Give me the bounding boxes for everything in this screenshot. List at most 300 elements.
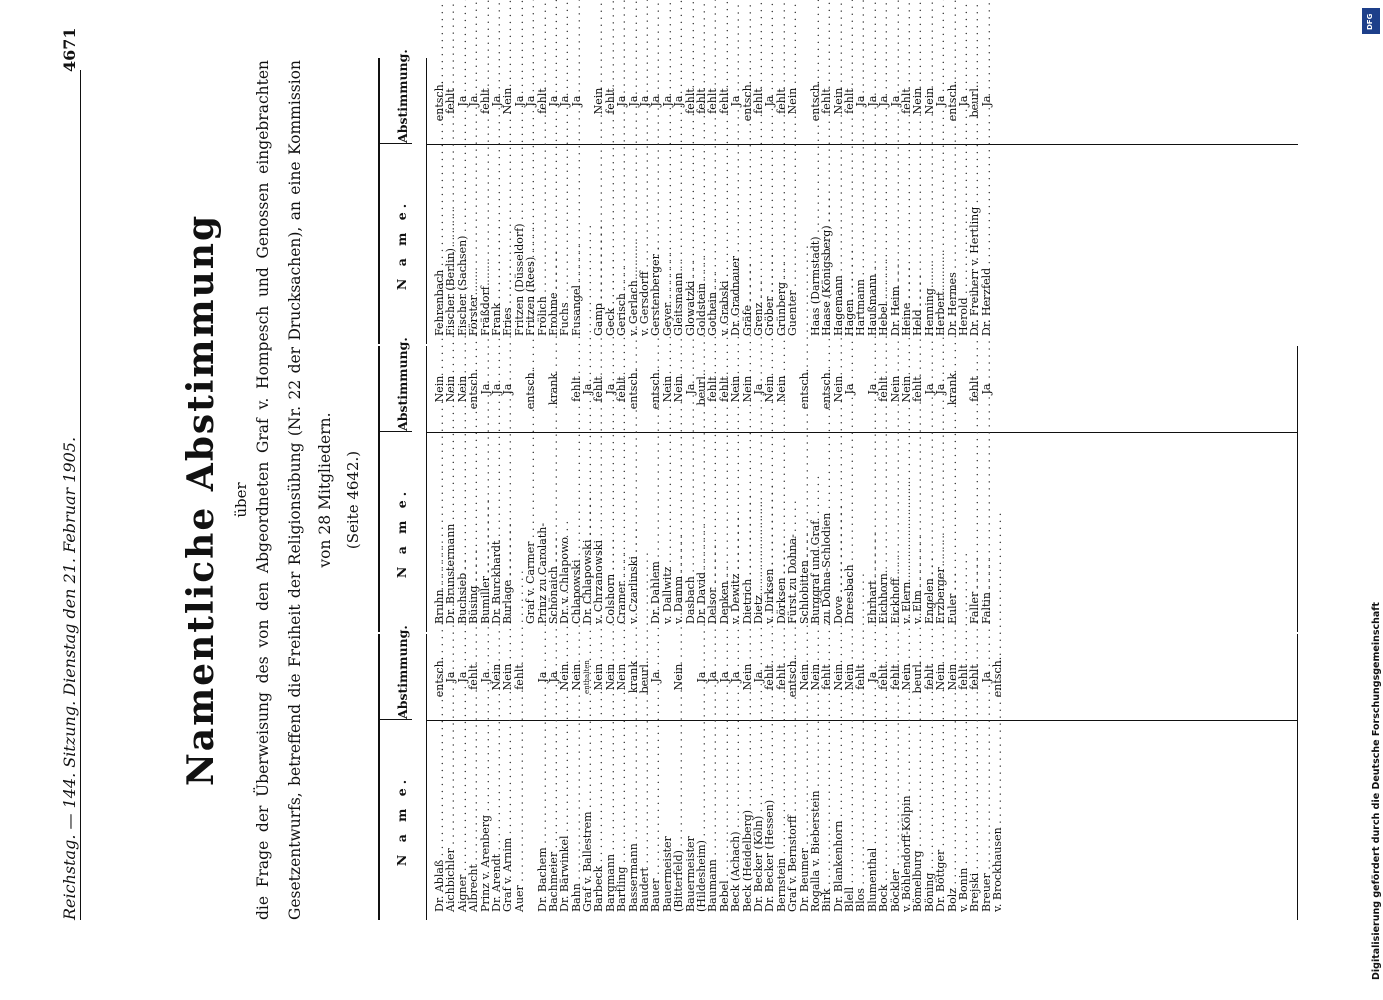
vote-header: Abstimmung.	[380, 345, 412, 432]
member-name: Burlage . . .	[502, 438, 513, 624]
member-name: Dr. Hermes . . .	[947, 150, 958, 336]
vote-value: beurl.	[968, 84, 982, 118]
table-row	[935, 634, 946, 920]
vote-value: Ja	[683, 383, 697, 395]
member-name: Geck . . .	[605, 150, 616, 336]
table-row	[559, 58, 570, 344]
vote-value: fehlt	[968, 664, 982, 690]
vote-value: fehlt	[615, 376, 629, 402]
vote-value: Nein	[558, 663, 572, 691]
member-name: Dr. Chlapowski . . .	[582, 438, 593, 624]
member-name: Heine . . .	[901, 150, 912, 336]
table-row	[764, 346, 775, 632]
member-name: Fries . . .	[502, 150, 513, 336]
member-name: Gerisch . . .	[616, 150, 627, 336]
table-row	[673, 634, 684, 920]
member-name: Haußmann . . .	[867, 150, 878, 336]
member-name: Fusangel . . .	[571, 150, 582, 336]
vote-value: entsch.	[433, 656, 446, 698]
running-header: Reichstag. — 144. Sitzung. Dienstag den 21. Februar 1905.	[60, 436, 79, 920]
vote-value: fehlt	[706, 376, 720, 402]
member-name: (Bitterfeld) . . .	[673, 726, 684, 912]
vote-value: Nein	[603, 663, 617, 691]
vote-value: Ja	[854, 95, 868, 107]
vote-value: fehlt	[877, 664, 891, 690]
dfg-logo-text: DFG	[1366, 13, 1374, 30]
vote-value: Nein	[900, 375, 914, 403]
vote-value: Nein	[831, 87, 845, 115]
table-row	[730, 58, 741, 344]
member-name: Rogalla v. Bieberstein . . .	[810, 726, 821, 912]
member-name: Dr. David . . .	[696, 438, 707, 624]
member-name: Bargmann . . .	[605, 726, 616, 912]
vote-value: fehlt	[877, 376, 891, 402]
table-row	[525, 634, 536, 920]
table-row	[981, 346, 992, 632]
table-row	[616, 634, 627, 920]
name-header: N a m e.	[394, 487, 409, 579]
vote-value: Nein	[774, 375, 788, 403]
rows	[434, 58, 992, 344]
vote-value: Nein	[501, 663, 515, 691]
table-row	[764, 58, 775, 344]
vote-value: Nein	[934, 663, 948, 691]
member-name: Guenter . . .	[787, 150, 798, 336]
vote-value: Ja	[615, 95, 629, 107]
vote-value: Nein	[808, 663, 822, 691]
member-name: Grünberg . . .	[776, 150, 787, 336]
member-name: Bassermann . . .	[628, 726, 639, 912]
member-name: Haase (Königsberg) . . .	[821, 150, 832, 336]
vote-value: beurl.	[638, 660, 652, 694]
member-name: Dr. Herzfeld . . .	[981, 150, 992, 336]
member-name: Fehrenbach . . .	[434, 150, 445, 336]
member-name: Dietz . . .	[753, 438, 764, 624]
vote-value: fehlt	[820, 664, 834, 690]
vote-value: Ja	[535, 671, 549, 683]
vote-value: Ja	[512, 95, 526, 107]
digitization-note: Digitalisierung gefördert durch die Deutsche Forschungsgemeinschaft	[1371, 602, 1382, 980]
vote-value: entsch.	[991, 656, 1005, 698]
table-row	[821, 58, 832, 344]
member-name: Fischer (Sachsen) . . .	[457, 150, 468, 336]
member-name: Beck (Achach) . . .	[730, 726, 741, 912]
vote-value: fehlt	[717, 376, 731, 402]
vote-value: Ja	[729, 671, 743, 683]
member-name: Graf v. Carmer . . .	[525, 438, 536, 624]
member-name: Gerstenberger . . .	[650, 150, 661, 336]
member-name: Gröber . . .	[764, 150, 775, 336]
column-header	[380, 337, 427, 632]
member-name: Gamp . . .	[593, 150, 604, 336]
member-name: Colshorn . . .	[605, 438, 616, 624]
vote-value: Ja	[934, 383, 948, 395]
vote-value: fehlt	[922, 664, 936, 690]
member-name: Dr. Becker (Köln) . . .	[753, 726, 764, 912]
page-number: 4671	[60, 27, 79, 72]
vote-value: fehlt	[820, 88, 834, 114]
table-row	[821, 634, 832, 920]
vote-value: Ja	[717, 671, 731, 683]
vote-value: krank	[626, 660, 640, 694]
member-name: Dr. Burckhardt . . .	[491, 438, 502, 624]
column-header	[380, 625, 427, 920]
member-name: v. Dallwitz . . .	[662, 438, 673, 624]
table-row	[787, 58, 798, 344]
member-name: Graf v. Ballestrem . . .	[582, 726, 593, 912]
member-name: Büsing . . .	[468, 438, 479, 624]
member-name: Dr. v. Chlapowo	[558, 536, 572, 624]
member-name: Bauermeister	[660, 836, 674, 912]
member-name: Blell . . .	[844, 726, 855, 912]
vote-value: Ja	[979, 383, 993, 395]
member-name: Dörksen . . .	[776, 438, 787, 624]
column-header	[380, 49, 427, 344]
header-rule	[80, 70, 81, 920]
vote-value: fehlt	[706, 88, 720, 114]
vote-value: Nein	[569, 663, 583, 691]
vote-value: Nein	[444, 375, 458, 403]
vote-value: Ja	[546, 95, 560, 107]
member-name: Fräßdorf . . .	[480, 150, 491, 336]
rows	[434, 346, 992, 632]
vote-value: krank	[945, 372, 959, 406]
member-name: Förster . . .	[468, 150, 479, 336]
vote-value: fehlt	[603, 88, 617, 114]
table-row	[764, 634, 775, 920]
vote-column-2	[378, 337, 1298, 632]
vote-value: fehlt	[535, 88, 549, 114]
member-name: v. Bonin . . .	[958, 726, 969, 912]
table-row	[992, 634, 1003, 920]
member-name: Bahn . . .	[571, 726, 582, 912]
vote-value: Ja	[581, 383, 595, 395]
vote-value: Ja	[865, 671, 879, 683]
member-name: Bock . . .	[878, 726, 889, 912]
vote-value: Ja	[865, 95, 879, 107]
member-name: Burggraf und Graf	[808, 520, 822, 624]
vote-value: fehlt	[683, 88, 697, 114]
member-name: Prinz v. Arenberg . . .	[480, 726, 491, 912]
vote-value: Ja	[979, 671, 993, 683]
table-row	[514, 634, 525, 920]
member-name: Fischer (Berlin) . . .	[445, 150, 456, 336]
vote-value: fehlt	[854, 664, 868, 690]
member-name: Dr. Freiherr v. Hertling . . .	[969, 150, 980, 336]
table-row	[730, 634, 741, 920]
member-name: Buchsieb . . .	[457, 438, 468, 624]
member-name: Aigner . . .	[457, 726, 468, 912]
vote-value: Ja	[558, 95, 572, 107]
vote-value: Ja	[649, 671, 663, 683]
vote-value: Nein	[740, 375, 754, 403]
member-name: v. Czarlinski . . .	[628, 438, 639, 624]
member-name: Dr. Bärwinkel . . .	[559, 726, 570, 912]
member-name: Bauermeister	[683, 836, 697, 912]
vote-column-3	[378, 49, 1298, 344]
vote-value: Ja	[455, 95, 469, 107]
vote-value: Nein	[489, 663, 503, 691]
table-row	[559, 346, 570, 632]
table-row	[673, 58, 684, 344]
table-row	[947, 346, 958, 632]
vote-value: Ja	[478, 383, 492, 395]
table-row	[468, 58, 479, 344]
table-row	[787, 346, 798, 632]
member-name: v. Damm . . .	[673, 438, 684, 624]
vote-value: Ja	[478, 671, 492, 683]
vote-value: entsch.	[945, 80, 959, 122]
vote-value: entsch.	[820, 368, 834, 410]
member-name: v. Grabski . . .	[719, 150, 730, 336]
member-name: Frank . . .	[491, 150, 502, 336]
vote-value: beurl.	[694, 372, 708, 406]
vote-value: Ja	[888, 95, 902, 107]
member-name: Haas (Darmstadt) . . .	[810, 150, 821, 336]
table-row	[878, 58, 889, 344]
member-name: Breuer . . .	[981, 726, 992, 912]
member-name: Bernstein . . .	[776, 726, 787, 912]
vote-value: Ja	[501, 383, 515, 395]
member-name: Brejski . . .	[969, 726, 980, 912]
vote-value: Ja	[546, 671, 560, 683]
member-name: Böckler . . .	[890, 726, 901, 912]
member-name: v. Chrzanowski . . .	[593, 438, 604, 624]
member-name: Cramer . . .	[616, 438, 627, 624]
vote-value: fehlt	[478, 88, 492, 114]
member-name: Schönaich . . .	[548, 438, 559, 624]
vote-value: fehlt	[956, 664, 970, 690]
member-name: Dove . . .	[833, 438, 844, 624]
table-row	[787, 634, 798, 920]
vote-value: entsch.	[649, 368, 663, 410]
member-name: Dr. Beumer . . .	[799, 726, 810, 912]
vote-value: Ja	[877, 95, 891, 107]
vote-value: entsch.	[524, 368, 538, 410]
vote-value: fehlt	[774, 664, 788, 690]
vote-value: Nein	[922, 87, 936, 115]
member-name: v. Elm . . .	[912, 438, 923, 624]
member-name: Fritzen (Rees) . . .	[525, 150, 536, 336]
vote-value: fehlt	[763, 664, 777, 690]
member-name: Delsor . . .	[707, 438, 718, 624]
vote-value: fehlt	[751, 88, 765, 114]
member-name: Depken . . .	[719, 438, 730, 624]
member-name: Dr. Ablaß . . .	[434, 726, 445, 912]
table-row	[468, 346, 479, 632]
intro-line-2: Gesetzentwurfs, betreffend die Freiheit der Religionsübung (Nr. 22 der Drucksachen), an eine Kommission	[286, 60, 304, 920]
member-name: Graf v. Bernstorff . . .	[787, 726, 798, 912]
member-name: Baudert . . .	[639, 726, 650, 912]
member-name: Albrecht . . .	[468, 726, 479, 912]
member-name: Dr. Bachem . . .	[537, 726, 548, 912]
member-name: Bauer . . .	[650, 726, 661, 912]
vote-value: Nein	[945, 663, 959, 691]
member-name: Aichbichler . . .	[445, 726, 456, 912]
vote-value: entsch.	[808, 80, 822, 122]
vote-value: Nein	[433, 375, 446, 403]
vote-value: Ja	[489, 383, 503, 395]
vote-value: Ja	[729, 95, 743, 107]
vote-value: Ja	[956, 95, 970, 107]
page-reference: (Seite 4642.)	[344, 450, 362, 550]
vote-value: Nein	[740, 663, 754, 691]
table-row	[935, 58, 946, 344]
vote-value: Nein	[592, 87, 606, 115]
vote-value: fehlt	[592, 376, 606, 402]
name-header: N a m e.	[394, 199, 409, 291]
member-name: v. Böhlendorff-Kölpin . . .	[901, 726, 912, 912]
table-row	[571, 58, 582, 344]
member-name: Ehrhart . . .	[867, 438, 878, 624]
column-bottom-rule	[1297, 634, 1298, 920]
member-name: Dasbach . . .	[685, 438, 696, 624]
vote-value: entsch.	[740, 80, 754, 122]
member-name: Bachmeier . . .	[548, 726, 559, 912]
member-name: Fritzen (Düsseldorf) . . .	[514, 150, 525, 336]
table-row	[616, 346, 627, 632]
vote-value: enthalten	[583, 660, 592, 694]
column-bottom-rule	[1297, 346, 1298, 632]
vote-value: Ja	[444, 671, 458, 683]
page-title: Namentliche Abstimmung	[180, 213, 222, 787]
member-name: Grenz . . .	[753, 150, 764, 336]
dfg-logo	[1362, 8, 1380, 34]
vote-value: Ja	[626, 95, 640, 107]
member-name: Dr. Becker (Hessen) . . .	[764, 726, 775, 912]
member-name: Faltin . . .	[981, 438, 992, 624]
member-name: Hebel . . .	[878, 150, 889, 336]
vote-value: Ja	[706, 671, 720, 683]
vote-value: Ja	[603, 383, 617, 395]
member-name: Eichhorn . . .	[878, 438, 889, 624]
vote-value: Nein	[900, 663, 914, 691]
member-name: Barbeck . . .	[593, 726, 604, 912]
vote-value: Nein	[763, 375, 777, 403]
member-name: Graf v. Arnim . . .	[502, 726, 513, 912]
member-name: Goldstein . . .	[696, 150, 707, 336]
vote-value: entsch.	[786, 656, 800, 698]
member-name: Gothein . . .	[707, 150, 718, 336]
member-name: Bömelburg . . .	[912, 726, 923, 912]
member-name: Auer . . .	[514, 726, 525, 912]
vote-value: Ja	[843, 383, 857, 395]
vote-header: Abstimmung.	[380, 57, 412, 144]
member-name: Chlapowski . . .	[571, 438, 582, 624]
vote-value: entsch.	[433, 80, 446, 122]
member-name: v. Dewitz . . .	[730, 438, 741, 624]
member-name: Bolz . . .	[947, 726, 958, 912]
member-name: (Hildesheim) . . .	[696, 726, 707, 912]
vote-value: Nein	[501, 87, 515, 115]
member-name: Faller . . .	[969, 438, 980, 624]
member-name: Gleitsmann . . .	[673, 150, 684, 336]
vote-value: fehlt	[911, 376, 925, 402]
member-name: Dietrich . . .	[742, 438, 753, 624]
member-name: Geyer . . .	[662, 150, 673, 336]
member-name: Baumann . . .	[707, 726, 718, 912]
member-name: Hartmann . . .	[855, 150, 866, 336]
rows	[434, 634, 1004, 920]
member-name: Böning . . .	[924, 726, 935, 912]
member-name: v. Gersdorff . . .	[639, 150, 650, 336]
vote-value: Ja	[638, 95, 652, 107]
vote-value: Nein	[660, 375, 674, 403]
member-name: Bumiller . . .	[480, 438, 491, 624]
member-name: Glowatzki . . .	[685, 150, 696, 336]
vote-value: Ja	[455, 671, 469, 683]
vote-value: entsch.	[626, 368, 640, 410]
member-name: Erzberger . . .	[935, 438, 946, 624]
intro-line-3: von 28 Mitgliedern.	[316, 412, 334, 568]
vote-value: fehlt	[694, 88, 708, 114]
vote-value: fehlt	[467, 664, 481, 690]
member-name: v. Dirksen . . .	[764, 438, 775, 624]
vote-value: Nein	[786, 87, 800, 115]
member-name: Prinz zu Carolath-	[535, 522, 549, 624]
vote-value: Nein	[615, 663, 629, 691]
vote-value: Nein	[455, 375, 469, 403]
vote-value: Ja	[751, 383, 765, 395]
table-row	[628, 346, 639, 632]
vote-value: Nein	[592, 663, 606, 691]
vote-value: Nein	[797, 663, 811, 691]
member-name: Dr. Arendt . . .	[491, 726, 502, 912]
vote-value: Ja	[467, 95, 481, 107]
member-name: v. Gerlach . . .	[628, 150, 639, 336]
member-name: Dreesbach . . .	[844, 438, 855, 624]
member-name: Birk . . .	[821, 726, 832, 912]
vote-value: Ja	[489, 95, 503, 107]
vote-value: Nein	[843, 663, 857, 691]
member-name: Dr. Brunstermann . . .	[445, 438, 456, 624]
vote-value: Nein	[888, 375, 902, 403]
member-name: v. Brockhausen . . .	[992, 726, 1003, 912]
member-name: Beck (Heidelberg) . . .	[742, 726, 753, 912]
member-name: Fürst zu Dohna-	[786, 534, 800, 624]
member-name: Herbert . . .	[935, 150, 946, 336]
table-row	[525, 58, 536, 344]
member-name: Dr. Heim . . .	[890, 150, 901, 336]
member-name: Hagen . . .	[844, 150, 855, 336]
table-row	[730, 346, 741, 632]
member-name: Bartling . . .	[616, 726, 627, 912]
table-row	[878, 634, 889, 920]
vote-value: Ja	[524, 95, 538, 107]
vote-value: Nein	[672, 663, 686, 691]
table-row	[673, 346, 684, 632]
vote-value: fehlt	[717, 88, 731, 114]
vote-value: fehlt	[444, 88, 458, 114]
table-row	[559, 634, 570, 920]
member-name: Dr. Blankenhorn . . .	[833, 726, 844, 912]
member-name: Hagemann . . .	[833, 150, 844, 336]
member-name: Blos . . .	[855, 726, 866, 912]
vote-value: Nein	[672, 375, 686, 403]
member-name: Gräfe . . .	[742, 150, 753, 336]
vote-value: Ja	[694, 671, 708, 683]
vote-value: Ja	[649, 95, 663, 107]
table-row	[821, 346, 832, 632]
table-row	[844, 346, 855, 632]
member-name: Fuchs . . .	[559, 150, 570, 336]
vote-value: Ja	[934, 95, 948, 107]
vote-value: Ja	[751, 671, 765, 683]
table-row	[935, 346, 946, 632]
vote-value: Nein	[831, 375, 845, 403]
member-name: Herold . . .	[958, 150, 969, 336]
table-row	[981, 58, 992, 344]
